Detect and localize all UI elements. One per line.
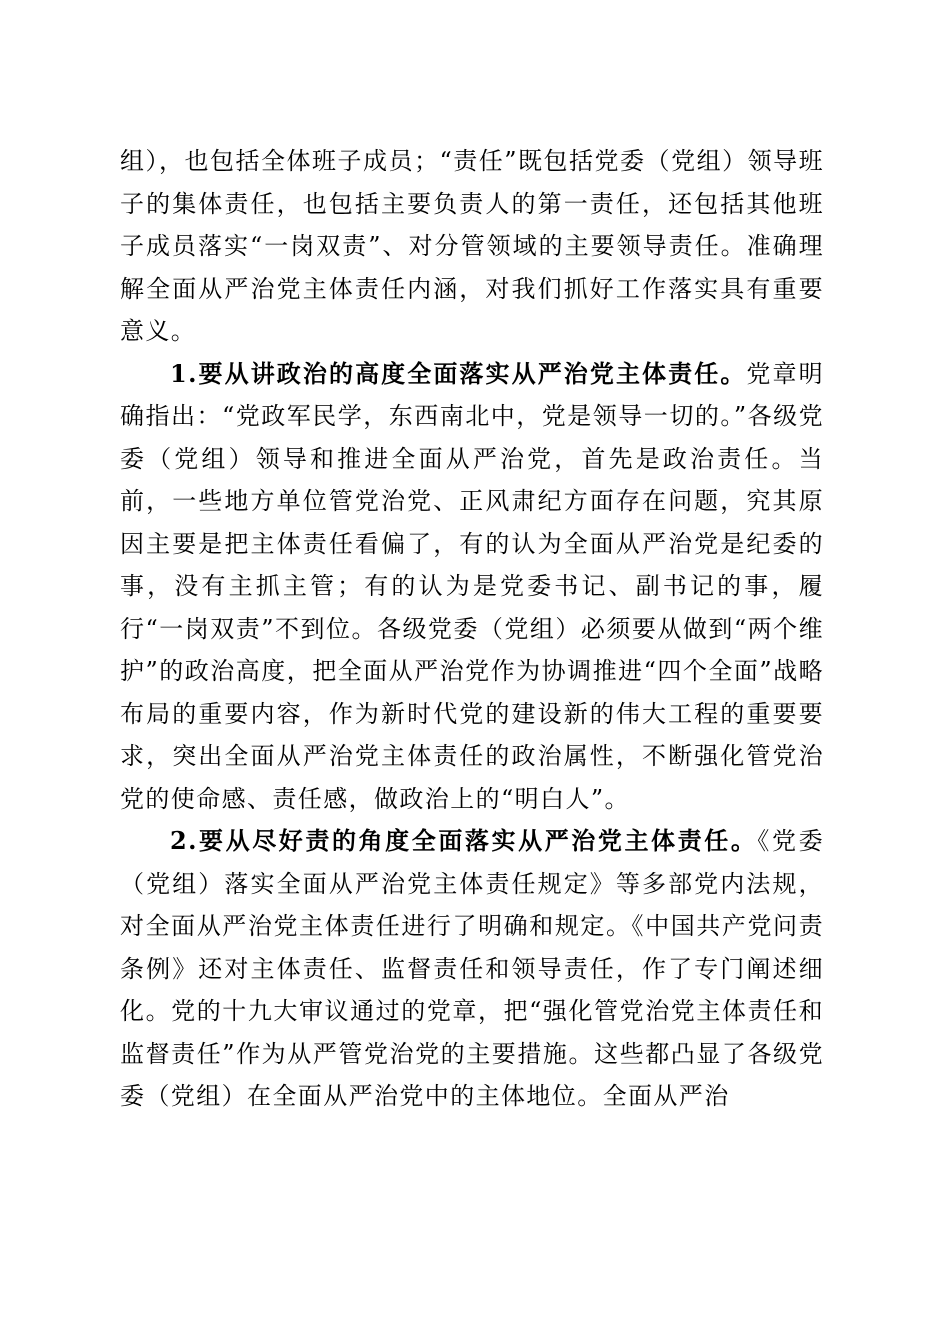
paragraph-text: 《党委（党组）落实全面从严治党主体责任规定》等多部党内法规，对全面从严治党主体责任进行了明确和规定。《中国共产党问责条例》还对主体责任、监督责任和领导责任，作了专门阐述细化。党的十九大审议通过的党章，把“强化管党治党主体责任和监督责任”作为从严管党治党的主要措施。这些都凸显了各级党委（党组）在全面从严治党中的主体地位。全面从严治 bbox=[120, 827, 824, 1110]
paragraph-text: 党章明确指出：“党政军民学，东西南北中，党是领导一切的。”各级党委（党组）领导和推进全面从严治党，首先是政治责任。当前，一些地方单位管党治党、正风肃纪方面存在问题，究其原因主要是把主体责任看偏了，有的认为全面从严治党是纪委的事，没有主抓主管；有的认为是党委书记、副书记的事，履行“一岗双责”不到位。各级党委（党组）必须要从做到“两个维护”的政治高度，把全面从严治党作为协调推进“四个全面”战略布局的重要内容，作为新时代党的建设新的伟大工程的重要要求，突出全面从严治党主体责任的政治属性，不断强化管党治党的使命感、责任感，做政治上的“明白人”。 bbox=[120, 359, 824, 813]
paragraph-political-height bbox=[120, 353, 824, 821]
paragraph-fulfill-duty bbox=[120, 820, 824, 1118]
document-body bbox=[120, 140, 824, 1118]
paragraph-continued bbox=[120, 140, 824, 353]
paragraph-text: 组），也包括全体班子成员；“责任”既包括党委（党组）领导班子的集体责任，也包括主要负责人的第一责任，还包括其他班子成员落实“一岗双责”、对分管领域的主要领导责任。准确理解全面从严治党主体责任内涵，对我们抓好工作落实具有重要意义。 bbox=[120, 147, 824, 345]
paragraph-heading: 1.要从讲政治的高度全面落实从严治党主体责任。 bbox=[170, 358, 747, 388]
paragraph-heading: 2.要从尽好责的角度全面落实从严治党主体责任。 bbox=[170, 826, 758, 855]
